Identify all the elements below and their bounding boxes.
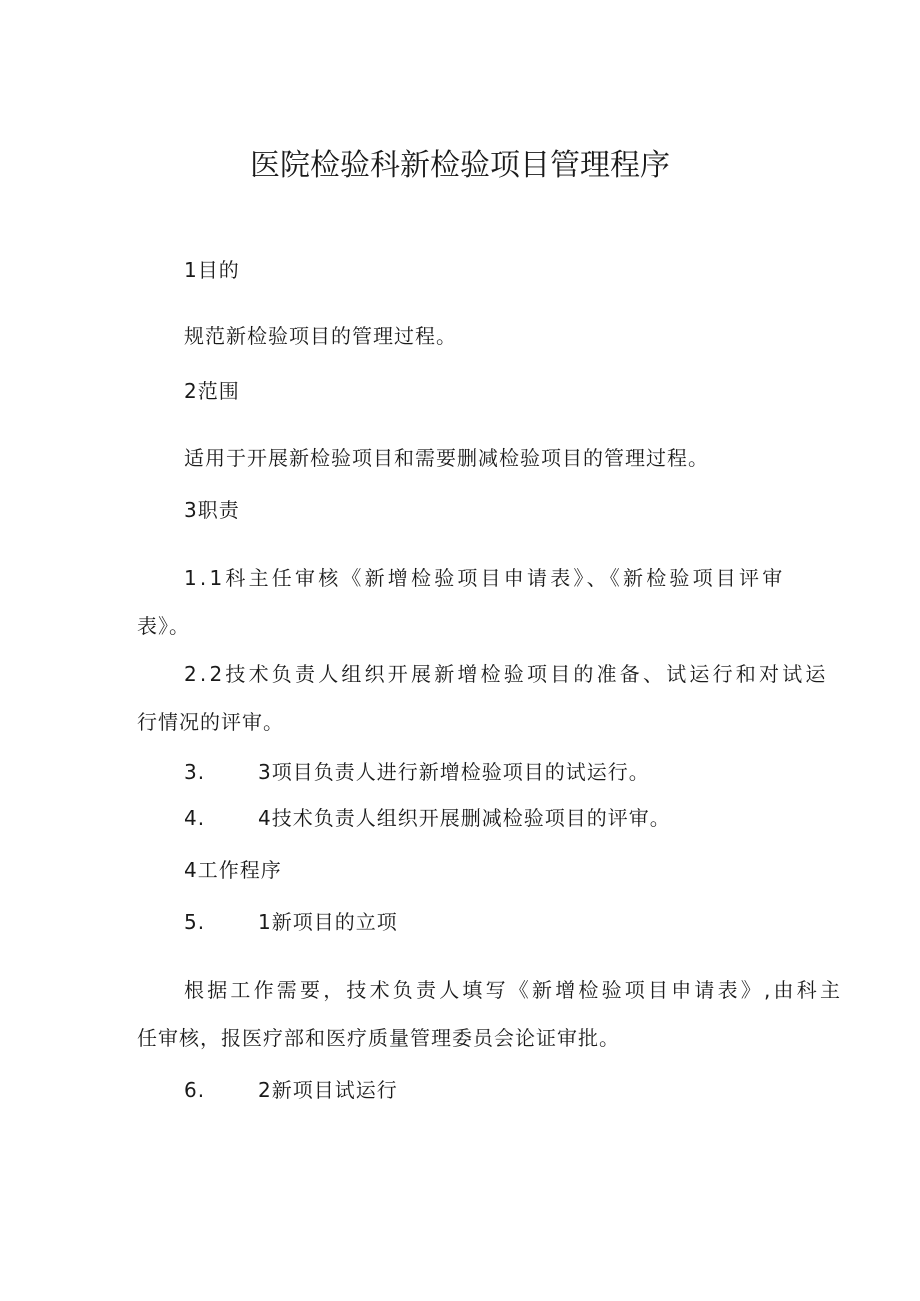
item-number: 3. (184, 760, 206, 784)
responsibility-item-2-continued: 行情况的评审。 (137, 710, 284, 734)
item-number: 1. (184, 566, 210, 590)
responsibility-item-4 (184, 804, 671, 832)
responsibility-item-1 (184, 564, 785, 592)
section-heading-procedure: 4工作程序 (184, 858, 282, 882)
item-number: 4. (184, 806, 206, 830)
responsibility-item-3 (184, 758, 650, 786)
item-text: 2技术负责人组织开展新增检验项目的准备、试运行和对试运 (209, 662, 829, 686)
responsibility-item-2 (184, 660, 829, 688)
procedure-paragraph-line-1: 根据工作需要，技术负责人填写《新增检验项目申请表》,由科主 (184, 978, 844, 1002)
page-title: 医院检验科新检验项目管理程序 (250, 148, 670, 183)
item-text: 2新项目试运行 (258, 1078, 398, 1102)
procedure-item-1 (184, 908, 398, 936)
item-text: 3项目负责人进行新增检验项目的试运行。 (258, 760, 650, 784)
item-number: 2. (184, 662, 210, 686)
section-heading-scope: 2范围 (184, 379, 240, 403)
item-text: 1新项目的立项 (258, 910, 398, 934)
item-number: 5. (184, 910, 206, 934)
section-heading-responsibilities: 3职责 (184, 498, 240, 522)
scope-text: 适用于开展新检验项目和需要删减检验项目的管理过程。 (184, 446, 709, 470)
purpose-text: 规范新检验项目的管理过程。 (184, 324, 457, 348)
section-heading-purpose: 1目的 (184, 258, 240, 282)
item-text: 4技术负责人组织开展删减检验项目的评审。 (258, 806, 671, 830)
procedure-paragraph-line-2: 任审核，报医疗部和医疗质量管理委员会论证审批。 (137, 1026, 620, 1050)
procedure-item-2 (184, 1076, 398, 1104)
item-text: 1科主任审核《新增检验项目申请表》、《新检验项目评审 (209, 566, 786, 590)
responsibility-item-1-continued: 表》。 (137, 614, 190, 638)
item-number: 6. (184, 1078, 206, 1102)
